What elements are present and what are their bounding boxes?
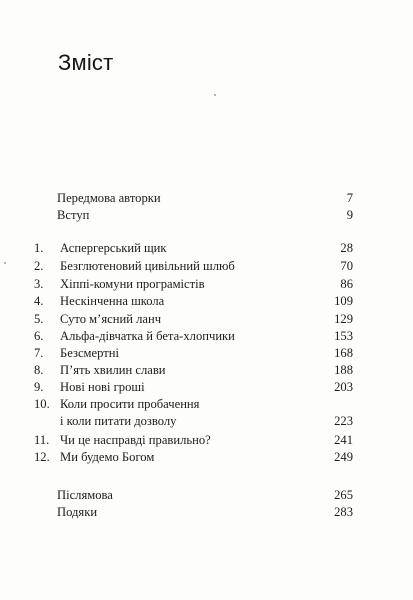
toc-entry-number: 10. xyxy=(34,397,50,411)
toc-entry-number: 12. xyxy=(34,450,50,464)
toc-entry-page: 109 xyxy=(334,294,353,308)
toc-entry-title: Ми будемо Богом xyxy=(60,450,155,464)
toc-entry-title: Суто м’ясний ланч xyxy=(60,312,162,326)
toc-entry-number: 4. xyxy=(34,294,44,308)
toc-entry-page: 168 xyxy=(334,346,353,360)
toc-entry-page: 9 xyxy=(346,208,353,222)
toc-entry-number: 6. xyxy=(34,329,44,343)
toc-entry-page: 28 xyxy=(340,241,353,255)
toc-entry-title: Передмова авторки xyxy=(57,191,161,205)
page-title: Зміст xyxy=(58,50,114,75)
toc-entry-title: Хіппі-комуни програмістів xyxy=(60,277,205,291)
toc-entry-chapter-10 xyxy=(0,396,413,413)
toc-entry-chapter-9 xyxy=(0,379,413,396)
toc-entry-title: Вступ xyxy=(57,208,90,222)
toc-entry-number: 2. xyxy=(34,259,44,273)
toc-entry-title: Подяки xyxy=(57,505,98,519)
toc-entry-page: 86 xyxy=(340,277,353,291)
toc-entry-chapter-12 xyxy=(0,449,413,466)
toc-entry-page: 70 xyxy=(340,259,353,273)
toc-entry-number: 8. xyxy=(34,363,44,377)
toc-entry-number: 1. xyxy=(34,241,44,255)
toc-entry-number: 3. xyxy=(34,277,44,291)
toc-entry-number: 9. xyxy=(34,380,44,394)
toc-entry-preface xyxy=(0,190,413,207)
toc-entry-chapter-11 xyxy=(0,432,413,449)
toc-entry-number: 7. xyxy=(34,346,44,360)
toc-entry-page: 129 xyxy=(334,312,353,326)
toc-entry-title: Коли просити пробачення xyxy=(60,397,200,411)
toc-entry-page: 153 xyxy=(334,329,353,343)
toc-entry-chapter-3 xyxy=(0,276,413,293)
toc-entry-title: Безглютеновий цивільний шлюб xyxy=(60,259,235,273)
toc-entry-page: 241 xyxy=(334,433,353,447)
toc-entry-chapter-8 xyxy=(0,362,413,379)
toc-entry-acknowledgements xyxy=(0,504,413,521)
toc-entry-chapter-2 xyxy=(0,258,413,275)
toc-entry-number: 5. xyxy=(34,312,44,326)
toc-entry-page: 203 xyxy=(334,380,353,394)
toc-entry-introduction xyxy=(0,207,413,224)
toc-entry-title: і коли питати дозволу xyxy=(60,414,177,428)
toc-entry-title: П’ять хвилин слави xyxy=(60,363,166,377)
toc-entry-page: 249 xyxy=(334,450,353,464)
print-speck xyxy=(214,94,216,96)
toc-entry-chapter-6 xyxy=(0,328,413,345)
toc-entry-chapter-4 xyxy=(0,293,413,310)
toc-entry-title: Аспергерський щик xyxy=(60,241,167,255)
toc-entry-title: Альфа-дівчатка й бета-хлопчики xyxy=(60,329,235,343)
toc-entry-afterword xyxy=(0,487,413,504)
toc-entry-page: 7 xyxy=(346,191,353,205)
toc-entry-chapter-10-continued xyxy=(0,413,413,430)
toc-entry-chapter-7 xyxy=(0,345,413,362)
toc-entry-chapter-5 xyxy=(0,311,413,328)
toc-entry-chapter-1 xyxy=(0,240,413,257)
toc-entry-number: 11. xyxy=(34,433,50,447)
toc-entry-title: Нескінченна школа xyxy=(60,294,165,308)
toc-entry-title: Чи це насправді правильно? xyxy=(60,433,211,447)
toc-entry-title: Нові нові гроші xyxy=(60,380,145,394)
toc-entry-title: Безсмертні xyxy=(60,346,119,360)
toc-entry-title: Післямова xyxy=(57,488,113,502)
toc-entry-page: 283 xyxy=(334,505,353,519)
toc-entry-page: 223 xyxy=(334,414,353,428)
toc-entry-page: 265 xyxy=(334,488,353,502)
toc-entry-page: 188 xyxy=(334,363,353,377)
